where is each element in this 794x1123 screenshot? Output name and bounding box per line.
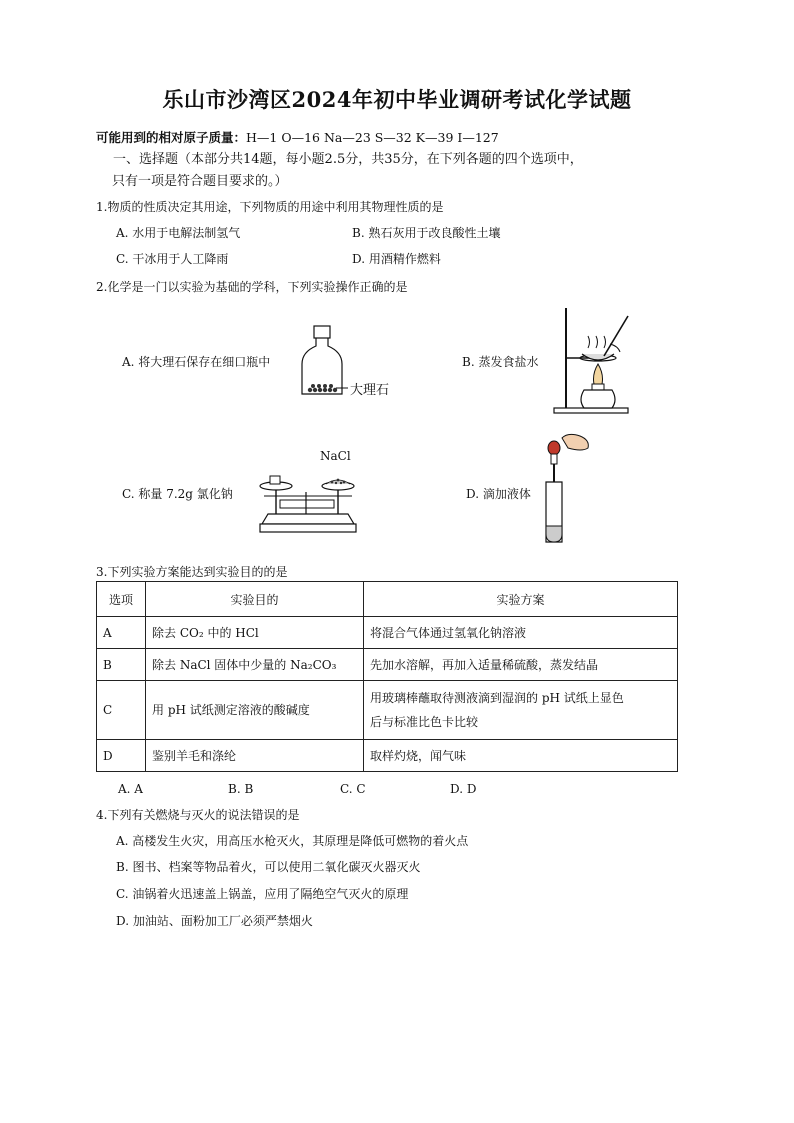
nacl-label: NaCl — [320, 449, 351, 463]
q4-option-a: A. 高楼发生火灾，用高压水枪灭火，其原理是降低可燃物的着火点 — [116, 834, 469, 848]
page-title: 乐山市沙湾区2024年初中毕业调研考试化学试题 — [162, 87, 632, 112]
row-plan — [364, 681, 678, 740]
atomic-masses — [96, 128, 499, 146]
table-row — [97, 649, 678, 681]
row-plan: 先加水溶解，再加入适量稀硫酸，蒸发结晶 — [364, 649, 678, 681]
row-plan-line-1: 用玻璃棒蘸取待测液滴到湿润的 pH 试纸上显色 — [370, 691, 624, 705]
section-line-1: 一、选择题（本部分共14题，每小题2.5分，共35分，在下列各题的四个选项中， — [113, 152, 583, 167]
table-row — [97, 681, 678, 740]
q4-option-c: C. 油锅着火迅速盖上锅盖，应用了隔绝空气灭火的原理 — [116, 887, 409, 901]
evaporation-setup-figure — [548, 304, 638, 416]
q1-option-d: D. 用酒精作燃料 — [352, 252, 441, 266]
q1-stem: 1.物质的性质决定其用途，下列物质的用途中利用其物理性质的是 — [96, 200, 444, 214]
q3-choice-d: D. D — [450, 782, 477, 796]
balance-scale-figure — [256, 462, 360, 536]
q3-choice-c: C. C — [340, 782, 366, 796]
section-heading — [113, 149, 583, 193]
row-plan: 取样灼烧，闻气味 — [364, 740, 678, 772]
table-header-plan: 实验方案 — [364, 582, 678, 617]
row-option: C — [97, 681, 146, 740]
q2-option-d: D. 滴加液体 — [466, 487, 531, 501]
row-option: B — [97, 649, 146, 681]
row-plan-line-2: 后与标准比色卡比较 — [370, 715, 479, 729]
row-goal: 除去 CO₂ 中的 HCl — [146, 617, 364, 649]
q1-option-c: C. 干冰用于人工降雨 — [116, 252, 229, 266]
q2-option-c: C. 称量 7.2g 氯化钠 — [122, 487, 233, 501]
q2-option-a: A. 将大理石保存在细口瓶中 — [122, 355, 271, 369]
dropper-test-tube-figure — [538, 430, 600, 550]
q3-choice-a: A. A — [118, 782, 143, 796]
q2-option-b: B. 蒸发食盐水 — [462, 355, 539, 369]
row-goal: 除去 NaCl 固体中少量的 Na₂CO₃ — [146, 649, 364, 681]
row-goal: 用 pH 试纸测定溶液的酸碱度 — [146, 681, 364, 740]
row-goal: 鉴别羊毛和涤纶 — [146, 740, 364, 772]
table-header-goal: 实验目的 — [146, 582, 364, 617]
table-header-row — [97, 582, 678, 617]
q4-option-b: B. 图书、档案等物品着火，可以使用二氧化碳灭火器灭火 — [116, 860, 421, 874]
q3-choice-b: B. B — [228, 782, 254, 796]
section-line-2: 只有一项是符合题目要求的。） — [112, 174, 288, 189]
q3-stem: 3.下列实验方案能达到实验目的的是 — [96, 565, 288, 579]
atomic-masses-label: 可能用到的相对原子质量： — [96, 130, 247, 145]
table-row — [97, 617, 678, 649]
row-option: A — [97, 617, 146, 649]
q4-stem: 4.下列有关燃烧与灭火的说法错误的是 — [96, 808, 300, 822]
q4-option-d: D. 加油站、面粉加工厂必须严禁烟火 — [116, 914, 313, 928]
table-header-option: 选项 — [97, 582, 146, 617]
experiment-plan-table — [96, 581, 678, 772]
row-plan: 将混合气体通过氢氧化钠溶液 — [364, 617, 678, 649]
atomic-masses-values: H—1 O—16 Na—23 S—32 K—39 I—127 — [246, 130, 499, 145]
q1-option-b: B. 熟石灰用于改良酸性土壤 — [352, 226, 501, 240]
q2-stem: 2.化学是一门以实验为基础的学科，下列实验操作正确的是 — [96, 280, 408, 294]
row-option: D — [97, 740, 146, 772]
table-row — [97, 740, 678, 772]
q1-option-a: A. 水用于电解法制氢气 — [116, 226, 241, 240]
marble-label: 大理石 — [350, 383, 390, 398]
